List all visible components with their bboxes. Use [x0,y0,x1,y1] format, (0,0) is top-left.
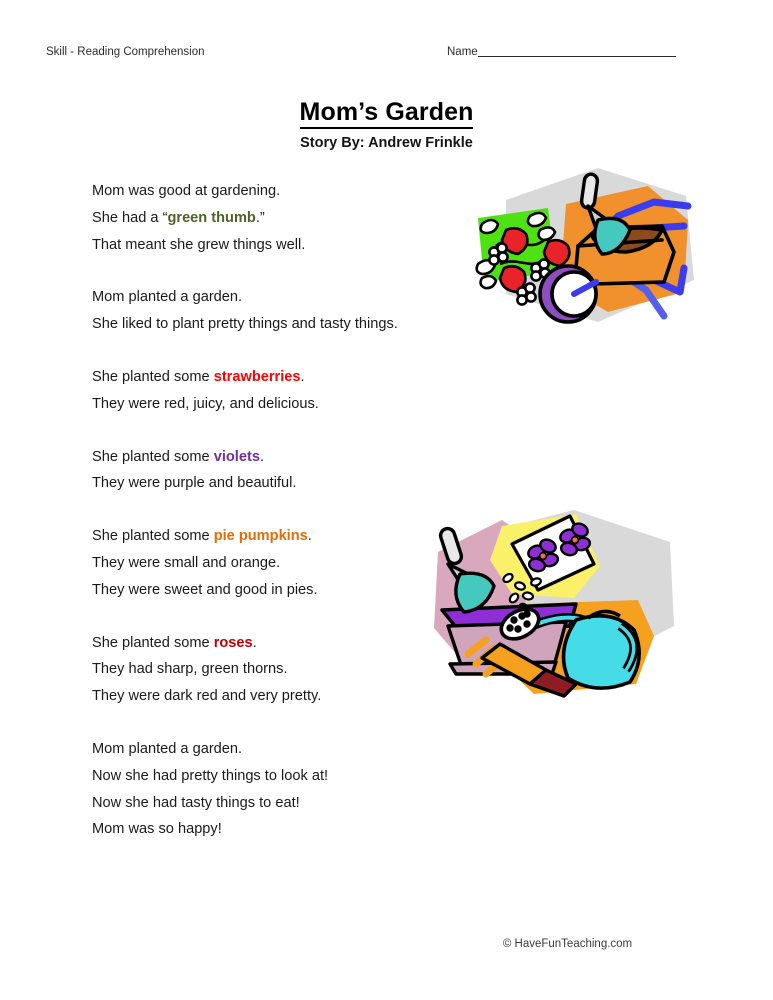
page-title: Mom’s Garden [300,98,474,129]
story-line [92,311,492,338]
name-label: Name [447,46,478,58]
story-text: Mom was so happy! [92,821,222,838]
story-text: She planted some [92,528,214,545]
highlight-term-green-thumb: green thumb [167,209,256,226]
story-line [92,284,492,311]
garden-tools-watering-can-clipart [424,508,690,703]
story-line [92,364,492,391]
story-line [92,816,492,843]
story-text: They were sweet and good in pies. [92,581,318,598]
highlight-term-strawberries: strawberries [213,368,301,385]
story-stanza [92,444,492,498]
story-text: Mom was good at gardening. [92,183,281,199]
story-text: She planted some [92,448,214,465]
story-text: Now she had tasty things to eat! [92,794,300,811]
copyright-text: © HaveFunTeaching.com [502,938,633,950]
story-text: That meant she grew things well. [92,236,306,253]
name-field [447,46,676,58]
story-line [92,205,492,232]
story-text: She had a “ [92,209,168,226]
story-stanza [92,736,492,843]
story-text: They were dark red and very pretty. [92,688,322,705]
highlight-term-violets: violets [213,448,260,465]
story-text: . [307,528,312,545]
story-text: Mom planted a garden. [92,289,243,306]
story-line [92,790,492,817]
highlight-term-pie-pumpkins: pie pumpkins [213,528,308,545]
name-write-in-line[interactable] [478,56,676,57]
story-line [92,391,492,418]
story-text: . [252,634,257,651]
story-text: She liked to plant pretty things and tasty things. [92,316,398,333]
wheelbarrow-strawberries-clipart [448,160,698,345]
story-line [92,763,492,790]
story-stanza [92,284,492,338]
story-text: They had sharp, green thorns. [92,661,288,678]
page-subtitle: Story By: Andrew Frinkle [300,135,473,151]
story-line [92,470,492,497]
story-line [92,444,492,471]
story-line [92,178,492,205]
story-text: Mom planted a garden. [92,740,243,757]
story-stanza [92,178,492,258]
skill-label: Skill - Reading Comprehension [46,46,205,58]
highlight-term-roses: roses [213,634,253,651]
story-text: . [259,448,264,465]
story-text: They were red, juicy, and delicious. [92,395,319,412]
title-block [0,98,773,151]
story-text: Now she had pretty things to look at! [92,767,329,784]
story-text: She planted some [92,634,214,651]
story-text: They were purple and beautiful. [92,475,297,492]
story-line [92,736,492,763]
story-text: They were small and orange. [92,554,281,571]
page-header [0,46,773,68]
story-stanza [92,364,492,418]
story-line [92,232,492,259]
story-text: . [300,368,305,385]
story-text: She planted some [92,368,214,385]
story-text: .” [255,209,265,226]
page-footer [0,938,773,950]
